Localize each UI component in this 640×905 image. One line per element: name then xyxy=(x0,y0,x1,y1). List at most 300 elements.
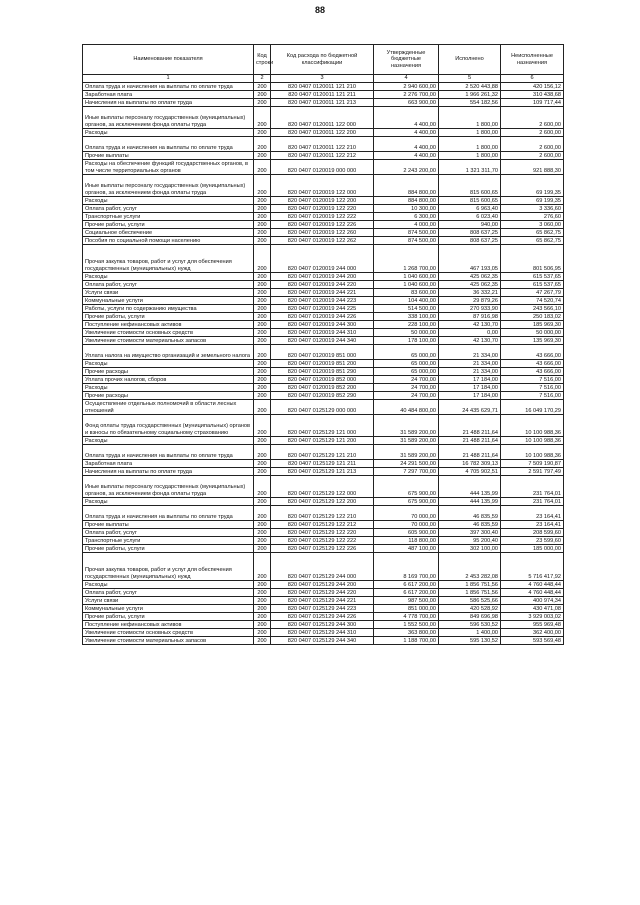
table-row xyxy=(83,468,564,476)
unexecuted-amount: 955 969,48 xyxy=(501,621,564,629)
approved-amount: 363 800,00 xyxy=(374,629,439,637)
executed-amount: 425 062,35 xyxy=(439,273,501,281)
approved-amount: 4 400,00 xyxy=(374,107,439,129)
row-name: Прочие расходы xyxy=(83,368,254,376)
approved-amount: 65 000,00 xyxy=(374,368,439,376)
row-name: Работы, услуги по содержанию имущества xyxy=(83,305,254,313)
row-code: 200 xyxy=(254,392,271,400)
budget-code: 820 0407 0125129 122 000 xyxy=(271,476,374,498)
unexecuted-amount: 615 537,65 xyxy=(501,273,564,281)
row-name: Иные выплаты персоналу государственных (муниципальных) органов, за исключением фонда оплаты труда xyxy=(83,476,254,498)
executed-amount: 1 800,00 xyxy=(439,107,501,129)
table-header-row xyxy=(83,45,564,75)
table-row xyxy=(83,400,564,415)
unexecuted-amount: 3 060,00 xyxy=(501,221,564,229)
approved-amount: 31 589 200,00 xyxy=(374,415,439,437)
unexecuted-amount: 310 438,68 xyxy=(501,91,564,99)
row-code: 200 xyxy=(254,629,271,637)
table-row xyxy=(83,545,564,553)
row-code: 200 xyxy=(254,99,271,107)
budget-code: 820 0407 0120011 122 000 xyxy=(271,107,374,129)
approved-amount: 50 000,00 xyxy=(374,329,439,337)
table-row xyxy=(83,337,564,345)
approved-amount: 675 900,00 xyxy=(374,476,439,498)
budget-code: 820 0407 0125129 122 226 xyxy=(271,545,374,553)
table-row xyxy=(83,597,564,605)
approved-amount: 1 040 600,00 xyxy=(374,273,439,281)
approved-amount: 4 400,00 xyxy=(374,152,439,160)
executed-amount: 467 193,05 xyxy=(439,245,501,273)
row-name: Заработная плата xyxy=(83,91,254,99)
row-code: 200 xyxy=(254,415,271,437)
unexecuted-amount: 7 509 190,87 xyxy=(501,460,564,468)
budget-code: 820 0407 0120019 244 223 xyxy=(271,297,374,305)
row-code: 200 xyxy=(254,553,271,581)
budget-code: 820 0407 0125129 121 213 xyxy=(271,468,374,476)
row-code: 200 xyxy=(254,321,271,329)
row-code: 200 xyxy=(254,305,271,313)
row-code: 200 xyxy=(254,273,271,281)
unexecuted-amount: 231 764,01 xyxy=(501,498,564,506)
row-name: Оплата работ, услуг xyxy=(83,281,254,289)
row-name: Уплата прочих налогов, сборов xyxy=(83,376,254,384)
row-code: 200 xyxy=(254,529,271,537)
row-code: 200 xyxy=(254,384,271,392)
executed-amount: 17 184,00 xyxy=(439,384,501,392)
unexecuted-amount: 208 599,60 xyxy=(501,529,564,537)
row-name: Оплата работ, услуг xyxy=(83,205,254,213)
table-row xyxy=(83,476,564,498)
table-row xyxy=(83,91,564,99)
row-code: 200 xyxy=(254,129,271,137)
unexecuted-amount: 47 267,79 xyxy=(501,289,564,297)
row-code: 200 xyxy=(254,197,271,205)
row-name: Увеличение стоимости основных средств xyxy=(83,629,254,637)
table-row xyxy=(83,289,564,297)
budget-code: 820 0407 0125129 121 200 xyxy=(271,437,374,445)
row-name: Услуги связи xyxy=(83,597,254,605)
budget-code: 820 0407 0120011 121 210 xyxy=(271,83,374,91)
executed-amount: 808 637,25 xyxy=(439,229,501,237)
unexecuted-amount: 23 164,41 xyxy=(501,506,564,521)
budget-code: 820 0407 0120019 852 200 xyxy=(271,384,374,392)
executed-amount: 397 300,40 xyxy=(439,529,501,537)
unexecuted-amount: 243 566,10 xyxy=(501,305,564,313)
row-code: 200 xyxy=(254,437,271,445)
row-name: Заработная плата xyxy=(83,460,254,468)
column-number: 5 xyxy=(439,75,501,83)
budget-code: 820 0407 0120019 244 310 xyxy=(271,329,374,337)
executed-amount: 554 182,56 xyxy=(439,99,501,107)
row-code: 200 xyxy=(254,345,271,360)
row-code: 200 xyxy=(254,237,271,245)
budget-code: 820 0407 0120019 244 220 xyxy=(271,281,374,289)
unexecuted-amount: 801 506,95 xyxy=(501,245,564,273)
row-code: 200 xyxy=(254,506,271,521)
budget-code: 820 0407 0120019 122 200 xyxy=(271,197,374,205)
budget-code: 820 0407 0120019 122 262 xyxy=(271,237,374,245)
budget-code: 820 0407 0120019 244 200 xyxy=(271,273,374,281)
executed-amount: 21 334,00 xyxy=(439,360,501,368)
approved-amount: 10 300,00 xyxy=(374,205,439,213)
approved-amount: 675 900,00 xyxy=(374,498,439,506)
budget-code: 820 0407 0120019 000 000 xyxy=(271,160,374,175)
approved-amount: 487 100,00 xyxy=(374,545,439,553)
table-row xyxy=(83,629,564,637)
unexecuted-amount: 5 716 417,92 xyxy=(501,553,564,581)
row-code: 200 xyxy=(254,445,271,460)
unexecuted-amount: 250 183,02 xyxy=(501,313,564,321)
executed-amount: 42 130,70 xyxy=(439,321,501,329)
row-code: 200 xyxy=(254,137,271,152)
row-code: 200 xyxy=(254,613,271,621)
table-row xyxy=(83,613,564,621)
approved-amount: 31 589 200,00 xyxy=(374,437,439,445)
approved-amount: 24 700,00 xyxy=(374,376,439,384)
row-code: 200 xyxy=(254,621,271,629)
executed-amount: 425 062,35 xyxy=(439,281,501,289)
executed-amount: 87 916,98 xyxy=(439,313,501,321)
executed-amount: 21 334,00 xyxy=(439,345,501,360)
budget-code: 820 0407 0120019 122 222 xyxy=(271,213,374,221)
unexecuted-amount: 362 400,00 xyxy=(501,629,564,637)
row-code: 200 xyxy=(254,581,271,589)
table-row xyxy=(83,637,564,645)
budget-code: 820 0407 0125129 122 200 xyxy=(271,498,374,506)
table-body xyxy=(83,83,564,645)
approved-amount: 4 400,00 xyxy=(374,129,439,137)
approved-amount: 1 040 600,00 xyxy=(374,281,439,289)
table-row xyxy=(83,83,564,91)
executed-amount: 0,00 xyxy=(439,329,501,337)
unexecuted-amount: 400 974,34 xyxy=(501,597,564,605)
executed-amount: 36 332,21 xyxy=(439,289,501,297)
budget-code: 820 0407 0120019 244 300 xyxy=(271,321,374,329)
table-row xyxy=(83,305,564,313)
unexecuted-amount: 50 000,00 xyxy=(501,329,564,337)
executed-amount: 17 184,00 xyxy=(439,376,501,384)
executed-amount: 17 184,00 xyxy=(439,392,501,400)
budget-code: 820 0407 0120011 122 212 xyxy=(271,152,374,160)
table-row xyxy=(83,392,564,400)
row-code: 200 xyxy=(254,498,271,506)
row-name: Расходы xyxy=(83,437,254,445)
row-code: 200 xyxy=(254,360,271,368)
row-name: Оплата работ, услуг xyxy=(83,589,254,597)
executed-amount: 302 100,00 xyxy=(439,545,501,553)
budget-code: 820 0407 0120019 244 225 xyxy=(271,305,374,313)
row-code: 200 xyxy=(254,337,271,345)
approved-amount: 178 100,00 xyxy=(374,337,439,345)
approved-amount: 514 500,00 xyxy=(374,305,439,313)
budget-code: 820 0407 0120011 122 210 xyxy=(271,137,374,152)
executed-amount: 21 334,00 xyxy=(439,368,501,376)
budget-code: 820 0407 0120019 122 220 xyxy=(271,205,374,213)
table-row xyxy=(83,229,564,237)
row-code: 200 xyxy=(254,313,271,321)
row-name: Начисления на выплаты по оплате труда xyxy=(83,99,254,107)
executed-amount: 444 135,99 xyxy=(439,476,501,498)
row-name: Расходы xyxy=(83,273,254,281)
approved-amount: 4 778 700,00 xyxy=(374,613,439,621)
approved-amount: 8 169 700,00 xyxy=(374,553,439,581)
approved-amount: 663 900,00 xyxy=(374,99,439,107)
table-row xyxy=(83,213,564,221)
budget-code: 820 0407 0125129 121 210 xyxy=(271,445,374,460)
executed-amount: 46 835,59 xyxy=(439,521,501,529)
column-number: 2 xyxy=(254,75,271,83)
header-approved: Утвержденные бюджетные назначения xyxy=(374,45,439,75)
table-row xyxy=(83,321,564,329)
executed-amount: 1 856 751,56 xyxy=(439,581,501,589)
page-number: 88 xyxy=(314,5,325,15)
row-code: 200 xyxy=(254,521,271,529)
table-row xyxy=(83,345,564,360)
executed-amount: 1 966 261,32 xyxy=(439,91,501,99)
unexecuted-amount: 23 599,60 xyxy=(501,537,564,545)
executed-amount: 444 135,99 xyxy=(439,498,501,506)
header-row-code: Код строки xyxy=(254,45,271,75)
budget-code: 820 0407 0125129 122 210 xyxy=(271,506,374,521)
table-row xyxy=(83,589,564,597)
row-code: 200 xyxy=(254,460,271,468)
row-name: Прочие выплаты xyxy=(83,152,254,160)
row-code: 200 xyxy=(254,368,271,376)
unexecuted-amount: 593 569,48 xyxy=(501,637,564,645)
approved-amount: 118 800,00 xyxy=(374,537,439,545)
executed-amount: 6 963,40 xyxy=(439,205,501,213)
budget-code: 820 0407 0120019 244 226 xyxy=(271,313,374,321)
approved-amount: 6 617 200,00 xyxy=(374,581,439,589)
row-code: 200 xyxy=(254,597,271,605)
approved-amount: 1 268 700,00 xyxy=(374,245,439,273)
budget-code: 820 0407 0120019 851 200 xyxy=(271,360,374,368)
row-name: Расходы xyxy=(83,384,254,392)
budget-code: 820 0407 0125129 244 221 xyxy=(271,597,374,605)
budget-code: 820 0407 0125129 244 226 xyxy=(271,613,374,621)
unexecuted-amount: 10 100 988,36 xyxy=(501,415,564,437)
executed-amount: 420 528,92 xyxy=(439,605,501,613)
row-code: 200 xyxy=(254,205,271,213)
approved-amount: 70 000,00 xyxy=(374,506,439,521)
row-name: Прочие работы, услуги xyxy=(83,613,254,621)
row-name: Расходы xyxy=(83,197,254,205)
approved-amount: 874 500,00 xyxy=(374,229,439,237)
approved-amount: 987 500,00 xyxy=(374,597,439,605)
table-row xyxy=(83,537,564,545)
unexecuted-amount: 74 520,74 xyxy=(501,297,564,305)
row-name: Осуществление отдельных полномочий в области лесных отношений xyxy=(83,400,254,415)
budget-code: 820 0407 0120019 244 000 xyxy=(271,245,374,273)
executed-amount: 1 800,00 xyxy=(439,152,501,160)
table-row xyxy=(83,360,564,368)
unexecuted-amount: 615 537,65 xyxy=(501,281,564,289)
table-row xyxy=(83,281,564,289)
unexecuted-amount: 69 199,35 xyxy=(501,175,564,197)
table-row xyxy=(83,529,564,537)
approved-amount: 1 188 700,00 xyxy=(374,637,439,645)
budget-code: 820 0407 0120019 851 000 xyxy=(271,345,374,360)
row-name: Увеличение стоимости материальных запасов xyxy=(83,637,254,645)
approved-amount: 4 400,00 xyxy=(374,137,439,152)
executed-amount: 29 879,26 xyxy=(439,297,501,305)
approved-amount: 24 291 500,00 xyxy=(374,460,439,468)
budget-code: 820 0407 0125129 244 220 xyxy=(271,589,374,597)
row-code: 200 xyxy=(254,213,271,221)
row-name: Социальное обеспечение xyxy=(83,229,254,237)
budget-code: 820 0407 0120019 244 221 xyxy=(271,289,374,297)
unexecuted-amount: 185 969,30 xyxy=(501,321,564,329)
table-row xyxy=(83,621,564,629)
approved-amount: 40 484 800,00 xyxy=(374,400,439,415)
budget-code: 820 0407 0125129 000 000 xyxy=(271,400,374,415)
table-row xyxy=(83,221,564,229)
approved-amount: 228 100,00 xyxy=(374,321,439,329)
table-row xyxy=(83,553,564,581)
executed-amount: 2 520 443,88 xyxy=(439,83,501,91)
row-name: Прочая закупка товаров, работ и услуг для обеспечения государственных (муниципальных) нужд xyxy=(83,245,254,273)
executed-amount: 21 488 211,64 xyxy=(439,445,501,460)
header-name: Наименование показателя xyxy=(83,45,254,75)
executed-amount: 95 200,40 xyxy=(439,537,501,545)
unexecuted-amount: 4 760 448,44 xyxy=(501,589,564,597)
unexecuted-amount: 2 600,00 xyxy=(501,137,564,152)
unexecuted-amount: 109 717,44 xyxy=(501,99,564,107)
column-number: 1 xyxy=(83,75,254,83)
approved-amount: 2 940 600,00 xyxy=(374,83,439,91)
row-name: Поступление нефинансовых активов xyxy=(83,321,254,329)
approved-amount: 2 276 700,00 xyxy=(374,91,439,99)
row-code: 200 xyxy=(254,83,271,91)
table-row xyxy=(83,445,564,460)
unexecuted-amount: 2 600,00 xyxy=(501,107,564,129)
budget-code: 820 0407 0120019 851 290 xyxy=(271,368,374,376)
approved-amount: 70 000,00 xyxy=(374,521,439,529)
approved-amount: 24 700,00 xyxy=(374,384,439,392)
approved-amount: 884 800,00 xyxy=(374,197,439,205)
unexecuted-amount: 231 764,01 xyxy=(501,476,564,498)
table-row xyxy=(83,384,564,392)
row-name: Начисления на выплаты по оплате труда xyxy=(83,468,254,476)
approved-amount: 24 700,00 xyxy=(374,392,439,400)
row-code: 200 xyxy=(254,297,271,305)
executed-amount: 21 488 211,64 xyxy=(439,437,501,445)
row-name: Транспортные услуги xyxy=(83,537,254,545)
budget-code: 820 0407 0125129 122 220 xyxy=(271,529,374,537)
row-code: 200 xyxy=(254,160,271,175)
row-code: 200 xyxy=(254,468,271,476)
budget-code: 820 0407 0125129 121 000 xyxy=(271,415,374,437)
table-row xyxy=(83,313,564,321)
table-row xyxy=(83,376,564,384)
executed-amount: 2 453 282,08 xyxy=(439,553,501,581)
budget-code: 820 0407 0125129 244 300 xyxy=(271,621,374,629)
unexecuted-amount: 921 888,30 xyxy=(501,160,564,175)
unexecuted-amount: 7 516,00 xyxy=(501,392,564,400)
row-name: Расходы xyxy=(83,360,254,368)
row-code: 200 xyxy=(254,152,271,160)
unexecuted-amount: 10 100 988,36 xyxy=(501,437,564,445)
executed-amount: 1 400,00 xyxy=(439,629,501,637)
budget-code: 820 0407 0125129 122 212 xyxy=(271,521,374,529)
budget-code: 820 0407 0120011 121 211 xyxy=(271,91,374,99)
unexecuted-amount: 4 760 448,44 xyxy=(501,581,564,589)
unexecuted-amount: 7 516,00 xyxy=(501,376,564,384)
row-name: Коммунальные услуги xyxy=(83,605,254,613)
unexecuted-amount: 43 666,00 xyxy=(501,345,564,360)
executed-amount: 940,00 xyxy=(439,221,501,229)
approved-amount: 65 000,00 xyxy=(374,345,439,360)
table-row xyxy=(83,237,564,245)
row-name: Иные выплаты персоналу государственных (муниципальных) органов, за исключением фонда оплаты труда xyxy=(83,175,254,197)
table-row xyxy=(83,605,564,613)
row-name: Прочие работы, услуги xyxy=(83,221,254,229)
unexecuted-amount: 2 591 797,49 xyxy=(501,468,564,476)
budget-code: 820 0407 0120019 122 260 xyxy=(271,229,374,237)
row-name: Расходы на обеспечение функций государственных органов, в том числе территориальных органов xyxy=(83,160,254,175)
row-name: Прочие расходы xyxy=(83,392,254,400)
row-code: 200 xyxy=(254,400,271,415)
unexecuted-amount: 23 164,41 xyxy=(501,521,564,529)
approved-amount: 83 600,00 xyxy=(374,289,439,297)
table-row xyxy=(83,160,564,175)
row-code: 200 xyxy=(254,175,271,197)
approved-amount: 7 297 700,00 xyxy=(374,468,439,476)
row-name: Оплата труда и начисления на выплаты по оплате труда xyxy=(83,137,254,152)
row-code: 200 xyxy=(254,476,271,498)
row-name: Расходы xyxy=(83,129,254,137)
executed-amount: 4 705 902,51 xyxy=(439,468,501,476)
approved-amount: 65 000,00 xyxy=(374,360,439,368)
row-code: 200 xyxy=(254,376,271,384)
row-name: Услуги связи xyxy=(83,289,254,297)
table-row xyxy=(83,245,564,273)
row-name: Прочие выплаты xyxy=(83,521,254,529)
budget-code: 820 0407 0125129 244 310 xyxy=(271,629,374,637)
row-name: Увеличение стоимости основных средств xyxy=(83,329,254,337)
unexecuted-amount: 276,60 xyxy=(501,213,564,221)
column-number-row xyxy=(83,75,564,83)
table-row xyxy=(83,460,564,468)
table-row xyxy=(83,297,564,305)
approved-amount: 605 900,00 xyxy=(374,529,439,537)
row-name: Расходы xyxy=(83,498,254,506)
approved-amount: 884 800,00 xyxy=(374,175,439,197)
row-name: Оплата труда и начисления на выплаты по оплате труда xyxy=(83,506,254,521)
row-name: Уплата налога на имущество организаций и земельного налога xyxy=(83,345,254,360)
row-code: 200 xyxy=(254,107,271,129)
row-code: 200 xyxy=(254,289,271,297)
approved-amount: 1 552 500,00 xyxy=(374,621,439,629)
budget-code: 820 0407 0125129 122 222 xyxy=(271,537,374,545)
executed-amount: 1 800,00 xyxy=(439,129,501,137)
row-name: Пособия по социальной помощи населению xyxy=(83,237,254,245)
table-row xyxy=(83,197,564,205)
row-code: 200 xyxy=(254,537,271,545)
row-code: 200 xyxy=(254,637,271,645)
executed-amount: 815 600,65 xyxy=(439,175,501,197)
row-name: Коммунальные услуги xyxy=(83,297,254,305)
table-row xyxy=(83,107,564,129)
budget-code: 820 0407 0120019 122 226 xyxy=(271,221,374,229)
row-code: 200 xyxy=(254,229,271,237)
row-code: 200 xyxy=(254,221,271,229)
budget-code: 820 0407 0125129 244 223 xyxy=(271,605,374,613)
unexecuted-amount: 65 862,75 xyxy=(501,229,564,237)
approved-amount: 31 589 200,00 xyxy=(374,445,439,460)
table-row xyxy=(83,99,564,107)
approved-amount: 6 617 200,00 xyxy=(374,589,439,597)
